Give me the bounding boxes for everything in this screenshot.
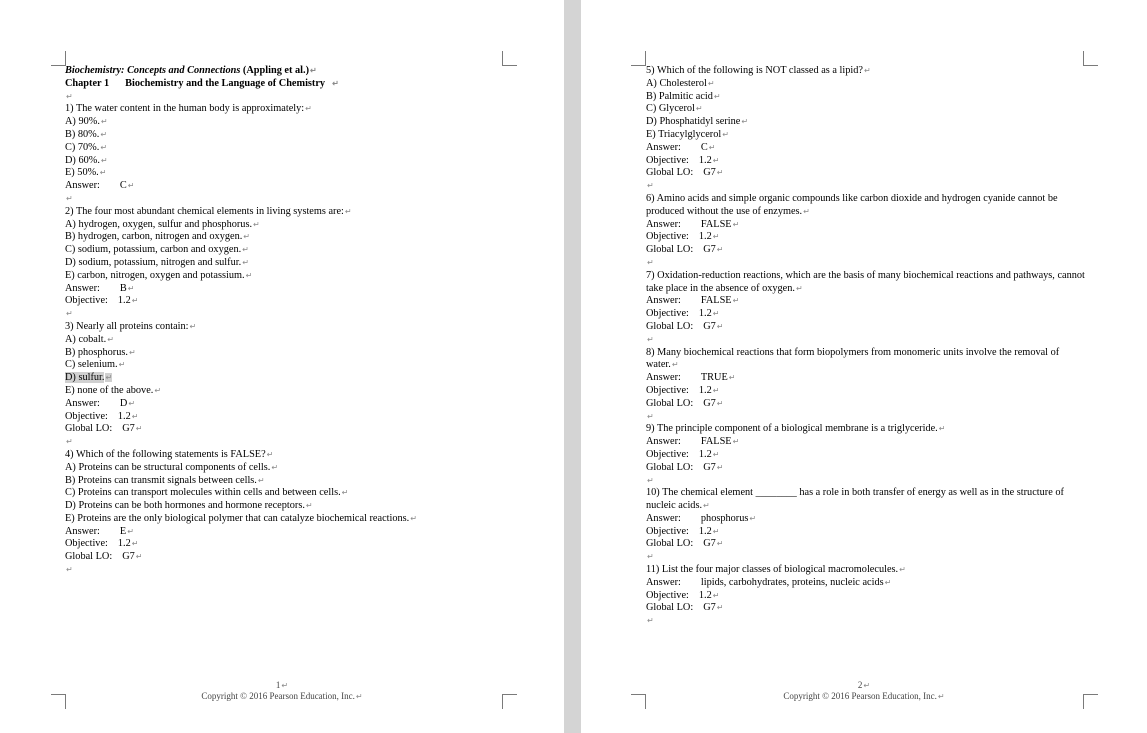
paragraph-mark-icon: ↵ [242, 245, 249, 255]
global-lo-line [646, 167, 1086, 180]
paragraph-mark-icon: ↵ [647, 616, 654, 626]
global-lo-line [646, 398, 1086, 411]
answer-choice [65, 155, 535, 168]
paragraph-mark-icon: ↵ [189, 321, 197, 331]
paragraph-mark-icon: ↵ [100, 155, 108, 165]
answer-line-value: B [119, 282, 127, 294]
document-page-1[interactable] [0, 0, 564, 733]
answer-line-value: FALSE [700, 295, 732, 307]
answer-choice-text: A) Proteins can be structural components of cells. [65, 461, 271, 473]
blank-line [65, 436, 535, 449]
paragraph-mark-icon: ↵ [100, 142, 108, 152]
page-1-question-lines [65, 91, 535, 577]
answer-line-text: Answer: [65, 525, 100, 537]
answer-choice-text: A) 90%. [65, 116, 100, 128]
answer-choice [646, 78, 1086, 91]
answer-line-text: Answer: [646, 576, 681, 588]
paragraph-mark-icon: ↵ [243, 232, 250, 242]
answer-choice [65, 500, 535, 513]
paragraph-mark-icon: ↵ [647, 411, 654, 421]
answer-choice-text: D) sodium, potassium, nitrogen and sulfur. [65, 256, 242, 268]
answer-choice-text: E) none of the above. [65, 384, 154, 396]
paragraph-mark-icon: ↵ [128, 398, 136, 408]
objective-line [646, 526, 1086, 539]
paragraph-mark-icon: ↵ [716, 539, 724, 549]
blank-line [646, 411, 1086, 424]
answer-line-value: FALSE [700, 436, 732, 448]
paragraph-mark-icon: ↵ [732, 296, 740, 306]
global-lo-line-value: G7 [703, 397, 716, 409]
question-stem [646, 193, 1086, 219]
answer-choice [646, 116, 1086, 129]
paragraph-mark-icon: ↵ [716, 462, 724, 472]
blank-line [646, 334, 1086, 347]
answer-choice [65, 513, 535, 526]
question-stem [646, 564, 1086, 577]
objective-line-value: 1.2 [698, 308, 712, 320]
question-stem-text: 4) Which of the following statements is FALSE? [65, 448, 266, 460]
answer-choice-text: C) selenium. [65, 359, 118, 371]
objective-line-text: Objective: [646, 154, 689, 166]
objective-line [646, 231, 1086, 244]
answer-choice [65, 219, 535, 232]
page-number: 2↵ [857, 680, 871, 690]
chapter-title: Biochemistry and the Language of Chemistry [125, 77, 326, 89]
paragraph-mark-icon: ↵ [66, 91, 73, 101]
paragraph-mark-icon: ↵ [66, 565, 73, 575]
paragraph-mark-icon: ↵ [884, 577, 892, 587]
question-stem-text: 1) The water content in the human body is approximately: [65, 103, 305, 115]
paragraph-mark-icon: ↵ [708, 142, 716, 152]
global-lo-line-value: G7 [703, 538, 716, 550]
answer-line-value: FALSE [700, 218, 732, 230]
answer-choice-text: E) Triacylglycerol [646, 128, 722, 140]
paragraph-mark-icon: ↵ [105, 373, 113, 383]
copyright-footer: Copyright © 2016 Pearson Education, Inc.↵ [783, 691, 945, 701]
global-lo-line [646, 321, 1086, 334]
paragraph-mark-icon: ↵ [344, 206, 352, 216]
paragraph-mark-icon: ↵ [245, 270, 253, 280]
paragraph-mark-icon: ↵ [732, 437, 740, 447]
paragraph-mark-icon: ↵ [107, 334, 114, 344]
crop-mark-top-right [502, 51, 517, 66]
answer-choice [65, 487, 535, 500]
question-stem [65, 449, 535, 462]
blank-line [646, 257, 1086, 270]
global-lo-line-text: Global LO: [65, 423, 113, 435]
paragraph-mark-icon: ↵ [732, 219, 740, 229]
answer-line [65, 398, 535, 411]
global-lo-line-value: G7 [703, 320, 716, 332]
book-title-authors: (Appling et al.) [240, 65, 310, 76]
paragraph-mark-icon: ↵ [695, 104, 703, 114]
answer-choice [646, 103, 1086, 116]
crop-mark-top-right [1083, 51, 1098, 66]
objective-line-value: 1.2 [698, 154, 712, 166]
paragraph-mark-icon: ↵ [127, 283, 135, 293]
global-lo-line [646, 538, 1086, 551]
objective-line [646, 590, 1086, 603]
answer-line-text: Answer: [65, 397, 100, 409]
paragraph-mark-icon: ↵ [257, 475, 265, 485]
paragraph-mark-icon: ↵ [118, 360, 126, 370]
paragraph-mark-icon: ↵ [341, 488, 349, 498]
answer-choice-text: A) cobalt. [65, 333, 107, 345]
answer-choice [65, 475, 535, 488]
page-1-body[interactable] [65, 65, 535, 577]
page-2-question-lines [646, 65, 1086, 628]
book-title-italic: Biochemistry: Concepts and Connections [65, 65, 241, 76]
answer-choice-text: B) 80%. [65, 128, 100, 140]
paragraph-mark-icon: ↵ [242, 257, 249, 267]
paragraph-mark-icon: ↵ [716, 603, 724, 613]
paragraph-mark-icon: ↵ [712, 526, 720, 536]
paragraph-mark-icon: ↵ [128, 347, 136, 357]
objective-line-text: Objective: [646, 384, 689, 396]
global-lo-line-text: Global LO: [646, 461, 694, 473]
paragraph-mark-icon: ↵ [647, 181, 654, 191]
answer-line-text: Answer: [646, 512, 681, 524]
question-stem [646, 347, 1086, 373]
answer-choice-text: D) Phosphatidyl serine [646, 116, 741, 128]
answer-line [646, 295, 1086, 308]
answer-choice [65, 129, 535, 142]
answer-choice-text: D) sulfur. [65, 372, 105, 384]
paragraph-mark-icon: ↵ [310, 66, 317, 75]
answer-choice [65, 167, 535, 180]
answer-line-text: Answer: [646, 295, 681, 307]
crop-mark-top-left [631, 51, 646, 66]
question-stem-text: 3) Nearly all proteins contain: [65, 320, 189, 332]
paragraph-mark-icon: ↵ [253, 219, 260, 229]
answer-choice [646, 129, 1086, 142]
paragraph-mark-icon: ↵ [66, 309, 73, 319]
chapter-number: Chapter 1 [65, 77, 110, 89]
global-lo-line-text: Global LO: [646, 602, 694, 614]
global-lo-line-value: G7 [703, 167, 716, 179]
global-lo-line-text: Global LO: [646, 320, 694, 332]
global-lo-line [646, 244, 1086, 257]
paragraph-mark-icon: ↵ [100, 129, 108, 139]
paragraph-mark-icon: ↵ [712, 155, 720, 165]
question-stem-text: 11) List the four major classes of biological macromolecules. [646, 564, 899, 576]
paragraph-mark-icon: ↵ [712, 449, 720, 459]
chapter-heading [65, 78, 535, 91]
global-lo-line-text: Global LO: [646, 397, 694, 409]
answer-choice-text: C) 70%. [65, 141, 100, 153]
paragraph-mark-icon: ↵ [127, 526, 134, 536]
question-stem-text: 10) The chemical element ________ has a role in both transfer of energy as well as in the structure of nucleic acids. [646, 487, 1064, 512]
answer-choice [65, 257, 535, 270]
answer-line-text: Answer: [646, 218, 681, 230]
global-lo-line [65, 423, 535, 436]
global-lo-line-text: Global LO: [646, 538, 694, 550]
page-number: 1↵ [275, 680, 289, 690]
answer-choice [65, 359, 535, 372]
question-stem [646, 487, 1086, 513]
paragraph-mark-icon: ↵ [647, 475, 654, 485]
answer-choice-text: C) Proteins can transport molecules within cells and between cells. [65, 487, 341, 499]
paragraph-mark-icon: ↵ [266, 449, 274, 459]
objective-line-text: Objective: [646, 231, 689, 243]
paragraph-mark-icon: ↵ [741, 117, 749, 127]
paragraph-mark-icon: ↵ [716, 168, 724, 178]
objective-line-text: Objective: [65, 538, 108, 550]
objective-line [65, 295, 535, 308]
answer-line [65, 526, 535, 539]
answer-choice-text: E) 50%. [65, 167, 99, 179]
answer-line [646, 436, 1086, 449]
answer-choice [65, 231, 535, 244]
answer-choice-text: C) Glycerol [646, 103, 695, 115]
paragraph-mark-icon: ↵ [135, 424, 143, 434]
answer-line-text: Answer: [65, 180, 100, 192]
answer-line [646, 142, 1086, 155]
question-stem [65, 321, 535, 334]
question-stem-text: 9) The principle component of a biological membrane is a triglyceride. [646, 423, 938, 435]
objective-line-value: 1.2 [698, 525, 712, 537]
paragraph-mark-icon: ↵ [712, 232, 720, 242]
objective-line [646, 155, 1086, 168]
question-stem [65, 103, 535, 116]
objective-line-text: Objective: [65, 410, 108, 422]
paragraph-mark-icon: ↵ [722, 129, 729, 139]
objective-line-value: 1.2 [117, 538, 131, 550]
paragraph-mark-icon: ↵ [712, 385, 720, 395]
paragraph-mark-icon: ↵ [271, 462, 279, 472]
paragraph-mark-icon: ↵ [131, 296, 139, 306]
answer-choice-text: B) Proteins can transmit signals between cells. [65, 474, 257, 486]
question-stem-text: 6) Amino acids and simple organic compounds like carbon dioxide and hydrogen cyanide cannot be produced without the use of enzymes. [646, 192, 1058, 217]
paragraph-mark-icon: ↵ [332, 78, 339, 88]
answer-line-value: C [119, 180, 127, 192]
paragraph-mark-icon: ↵ [647, 257, 654, 267]
answer-line-text: Answer: [646, 141, 681, 153]
answer-line [646, 513, 1086, 526]
paragraph-mark-icon: ↵ [938, 424, 946, 434]
paragraph-mark-icon: ↵ [647, 552, 654, 562]
answer-choice [65, 334, 535, 347]
objective-line-text: Objective: [646, 525, 689, 537]
paragraph-mark-icon: ↵ [716, 321, 724, 331]
global-lo-line-value: G7 [703, 461, 716, 473]
blank-line [65, 308, 535, 321]
paragraph-mark-icon: ↵ [712, 590, 720, 600]
question-stem [646, 423, 1086, 436]
objective-line-value: 1.2 [117, 295, 131, 307]
answer-choice [65, 142, 535, 155]
paragraph-mark-icon: ↵ [703, 501, 710, 511]
answer-line [65, 283, 535, 296]
question-stem-text: 8) Many biochemical reactions that form biopolymers from monomeric units involve the removal of water. [646, 346, 1060, 371]
blank-line [646, 615, 1086, 628]
paragraph-mark-icon: ↵ [66, 193, 73, 203]
paragraph-mark-icon: ↵ [305, 104, 312, 114]
blank-line [646, 180, 1086, 193]
paragraph-mark-icon: ↵ [728, 373, 736, 383]
paragraph-mark-icon: ↵ [66, 437, 73, 447]
page-2-body[interactable] [646, 65, 1086, 628]
objective-line-value: 1.2 [698, 448, 712, 460]
paragraph-mark-icon: ↵ [410, 513, 417, 523]
global-lo-line [646, 602, 1086, 615]
answer-line [646, 372, 1086, 385]
answer-line-value: TRUE [700, 372, 728, 384]
paragraph-mark-icon: ↵ [671, 360, 679, 370]
objective-line-value: 1.2 [117, 410, 131, 422]
answer-choice [65, 462, 535, 475]
answer-choice [65, 372, 535, 385]
paragraph-mark-icon: ↵ [305, 501, 313, 511]
answer-choice-text: A) hydrogen, oxygen, sulfur and phosphorus. [65, 218, 253, 230]
crop-mark-top-left [51, 51, 66, 66]
answer-choice [65, 116, 535, 129]
paragraph-mark-icon: ↵ [154, 385, 162, 395]
answer-line-value: D [119, 397, 128, 409]
copyright-footer: Copyright © 2016 Pearson Education, Inc.↵ [201, 691, 363, 701]
answer-line-text: Answer: [646, 436, 681, 448]
paragraph-mark-icon: ↵ [707, 78, 715, 88]
answer-line-value: phosphorus [700, 512, 749, 524]
answer-line-value: lipids, carbohydrates, proteins, nucleic acids [700, 576, 884, 588]
answer-choice-text: B) hydrogen, carbon, nitrogen and oxygen. [65, 231, 243, 243]
answer-choice [65, 385, 535, 398]
global-lo-line-text: Global LO: [646, 244, 694, 256]
paragraph-mark-icon: ↵ [135, 552, 143, 562]
paragraph-mark-icon: ↵ [647, 334, 654, 344]
answer-choice-text: D) 60%. [65, 154, 100, 166]
answer-line [65, 180, 535, 193]
answer-choice [65, 347, 535, 360]
objective-line [65, 411, 535, 424]
objective-line [646, 308, 1086, 321]
global-lo-line-value: G7 [122, 423, 135, 435]
answer-line-text: Answer: [65, 282, 100, 294]
objective-line [646, 449, 1086, 462]
question-stem-text: 2) The four most abundant chemical elements in living systems are: [65, 205, 344, 217]
global-lo-line [646, 462, 1086, 475]
question-stem [646, 270, 1086, 296]
paragraph-mark-icon: ↵ [713, 91, 721, 101]
answer-line [646, 577, 1086, 590]
paragraph-mark-icon: ↵ [795, 283, 803, 293]
objective-line-value: 1.2 [698, 384, 712, 396]
answer-line-text: Answer: [646, 372, 681, 384]
paragraph-mark-icon: ↵ [749, 513, 757, 523]
book-title [65, 65, 535, 78]
paragraph-mark-icon: ↵ [716, 398, 724, 408]
answer-choice [646, 91, 1086, 104]
answer-choice [65, 270, 535, 283]
answer-line-value: E [119, 525, 127, 537]
objective-line [65, 538, 535, 551]
answer-choice-text: D) Proteins can be both hormones and hormone receptors. [65, 500, 305, 512]
global-lo-line-value: G7 [703, 602, 716, 614]
paragraph-mark-icon: ↵ [131, 539, 139, 549]
answer-choice-text: E) Proteins are the only biological polymer that can catalyze biochemical reactions. [65, 512, 410, 524]
answer-choice-text: A) Cholesterol [646, 77, 707, 89]
global-lo-line [65, 551, 535, 564]
global-lo-line-text: Global LO: [646, 167, 694, 179]
document-page-2[interactable] [581, 0, 1147, 733]
blank-line [646, 475, 1086, 488]
objective-line [646, 385, 1086, 398]
question-stem-text: 5) Which of the following is NOT classed as a lipid? [646, 65, 863, 76]
blank-line [646, 551, 1086, 564]
answer-choice-text: B) phosphorus. [65, 346, 128, 358]
objective-line-text: Objective: [646, 308, 689, 320]
paragraph-mark-icon: ↵ [803, 206, 810, 216]
objective-line-value: 1.2 [698, 231, 712, 243]
global-lo-line-value: G7 [703, 244, 716, 256]
global-lo-line-text: Global LO: [65, 551, 113, 563]
objective-line-text: Objective: [646, 589, 689, 601]
paragraph-mark-icon: ↵ [712, 309, 720, 319]
objective-line-text: Objective: [65, 295, 108, 307]
answer-choice-text: C) sodium, potassium, carbon and oxygen. [65, 244, 242, 256]
question-stem-text: 7) Oxidation-reduction reactions, which are the basis of many biochemical reactions and pathways, cannot take place in the absence of oxygen. [646, 269, 1085, 294]
objective-line-value: 1.2 [698, 589, 712, 601]
paragraph-mark-icon: ↵ [716, 245, 724, 255]
question-stem [646, 65, 1086, 78]
paragraph-mark-icon: ↵ [899, 565, 906, 575]
paragraph-mark-icon: ↵ [100, 117, 108, 127]
global-lo-line-value: G7 [122, 551, 135, 563]
answer-choice-text: B) Palmitic acid [646, 90, 713, 102]
blank-line [65, 91, 535, 104]
question-stem [65, 206, 535, 219]
answer-choice [65, 244, 535, 257]
paragraph-mark-icon: ↵ [863, 66, 871, 75]
answer-line [646, 219, 1086, 232]
paragraph-mark-icon: ↵ [99, 168, 107, 178]
answer-choice-text: E) carbon, nitrogen, oxygen and potassium. [65, 269, 245, 281]
blank-line [65, 193, 535, 206]
blank-line [65, 564, 535, 577]
paragraph-mark-icon: ↵ [131, 411, 139, 421]
paragraph-mark-icon: ↵ [127, 181, 135, 191]
objective-line-text: Objective: [646, 448, 689, 460]
answer-line-value: C [700, 141, 708, 153]
